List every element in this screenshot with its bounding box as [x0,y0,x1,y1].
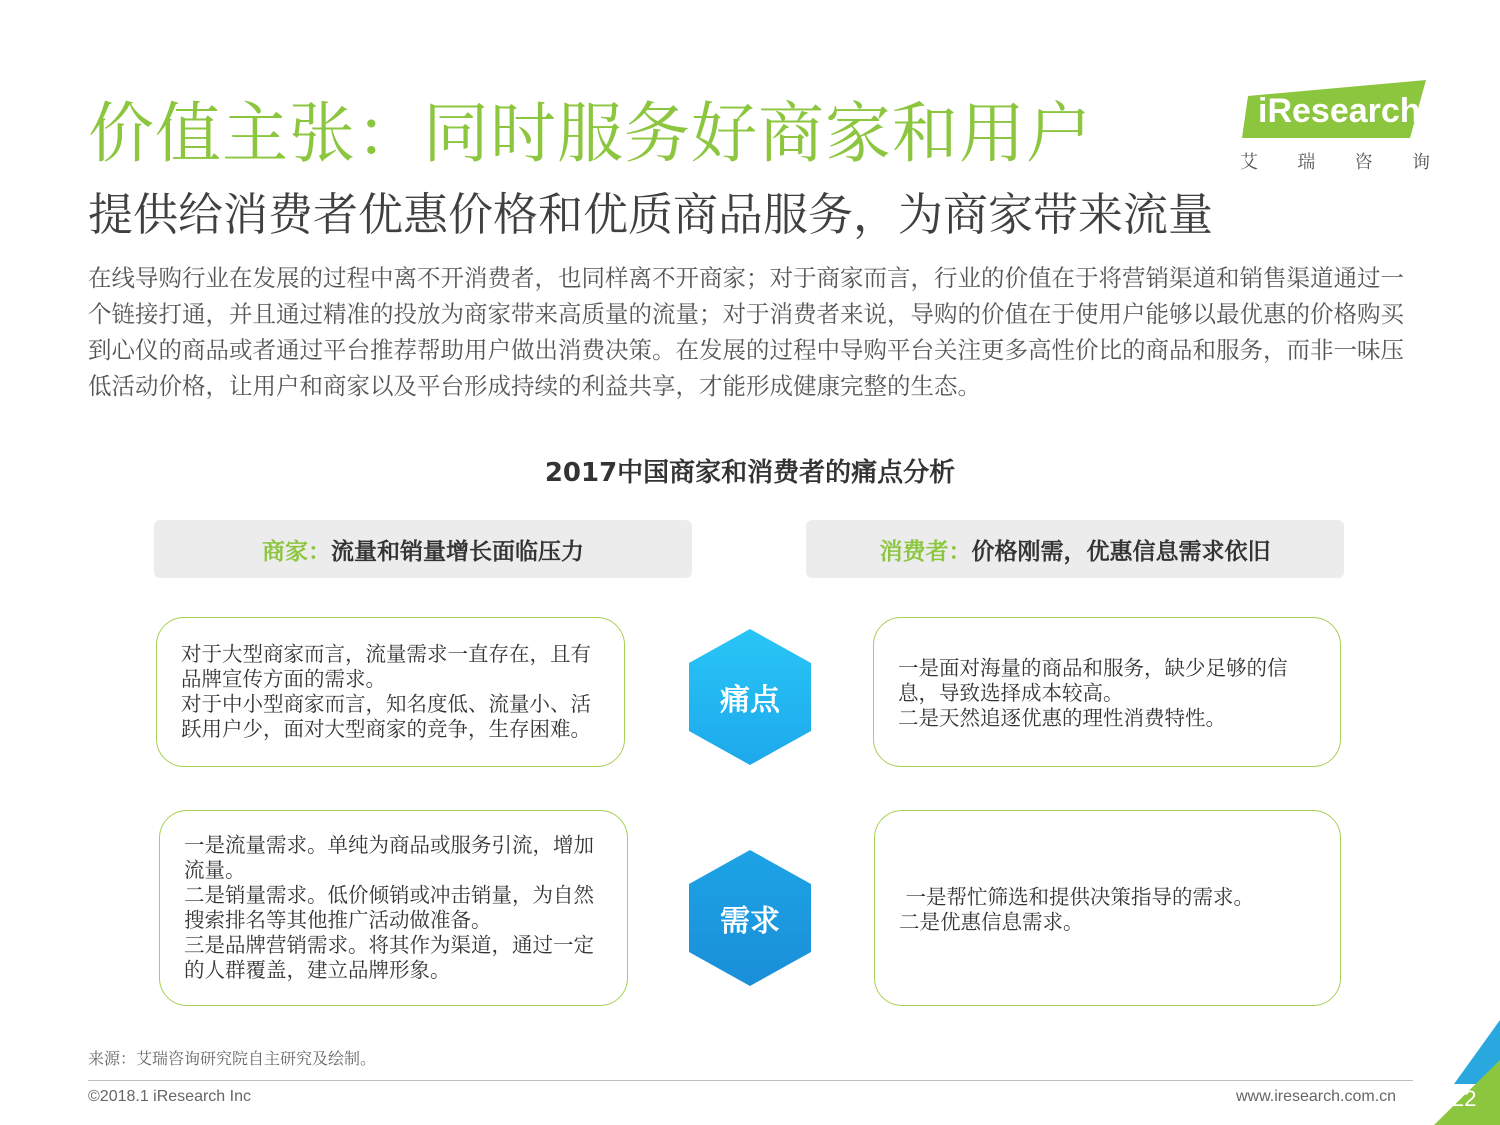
logo-brand-text: iResearch [1258,92,1421,130]
diagram-title: 2017中国商家和消费者的痛点分析 [544,458,956,488]
merchant-need-box [159,810,628,1006]
pain-point-label: 痛点 [720,683,780,718]
box-line: 一是帮忙筛选和提供决策指导的需求。 [899,885,1255,909]
need-hexagon [689,850,811,986]
box-line: 对于中小型商家而言，知名度低、流量小、活 [181,692,591,716]
pain-point-hexagon [689,629,811,765]
box-line: 二是天然追逐优惠的理性消费特性。 [898,706,1226,730]
consumer-pain-box [873,617,1341,767]
logo-char: 瑞 [1297,152,1316,173]
page-number: 22 [1452,1086,1477,1111]
merchant-header-tag: 商家： [262,538,331,565]
logo-subtitle [1240,148,1430,174]
consumer-header-text: 价格刚需，优惠信息需求依旧 [971,538,1271,565]
merchant-header [154,520,692,578]
logo-char: 艾 [1240,152,1258,173]
iresearch-logo [1238,78,1438,178]
intro-paragraph: 在线导购行业在发展的过程中离不开消费者，也同样离不开商家；对于商家而言，行业的价值在于将营销渠道和销售渠道通过一个链接打通，并且通过精准的投放为商家带来高质量的流量；对于消费者来说，导购的价值在于使用户能够以最优惠的价格购买到心仪的商品或者通过平台推荐帮助用户做出消费决策。在发展的过程中导购平台关注更多高性价比的商品和服务，而非一味压低活动价格，让用户和商家以及平台形成持续的利益共享，才能形成健康完整的生态。 [88,264,1404,400]
box-line: 跃用户少，面对大型商家的竞争，生存困难。 [181,717,591,741]
consumer-header-tag: 消费者： [879,538,972,565]
website-link[interactable]: www.iresearch.com.cn [1236,1088,1397,1105]
box-line: 流量。 [184,858,246,882]
copyright: ©2018.1 iResearch Inc [88,1088,251,1105]
source-note: 来源：艾瑞咨询研究院自主研究及绘制。 [88,1049,377,1068]
box-line: 的人群覆盖，建立品牌形象。 [184,958,451,982]
merchant-header-text: 流量和销量增长面临压力 [331,538,584,565]
footer-divider [88,1080,1413,1081]
box-line: 品牌宣传方面的需求。 [181,667,386,691]
logo-char: 咨 [1354,152,1373,173]
box-line: 一是流量需求。单纯为商品或服务引流，增加 [184,833,594,857]
box-line: 对于大型商家而言，流量需求一直存在，且有 [181,642,591,666]
logo-char: 询 [1411,152,1430,173]
need-label: 需求 [720,904,780,939]
consumer-need-box [874,810,1341,1006]
page-title: 价值主张：同时服务好商家和用户 [88,95,1093,172]
box-line: 搜索排名等其他推广活动做准备。 [184,908,492,932]
box-line: 二是销量需求。低价倾销或冲击销量，为自然 [184,883,594,907]
box-line: 二是优惠信息需求。 [899,910,1084,934]
box-line: 三是品牌营销需求。将其作为渠道，通过一定 [184,933,594,957]
consumer-header [806,520,1344,578]
box-line: 息，导致选择成本较高。 [898,681,1124,705]
page-subtitle: 提供给消费者优惠价格和优质商品服务，为商家带来流量 [88,188,1214,241]
merchant-pain-box [156,617,625,767]
box-line: 一是面对海量的商品和服务，缺少足够的信 [898,656,1288,680]
